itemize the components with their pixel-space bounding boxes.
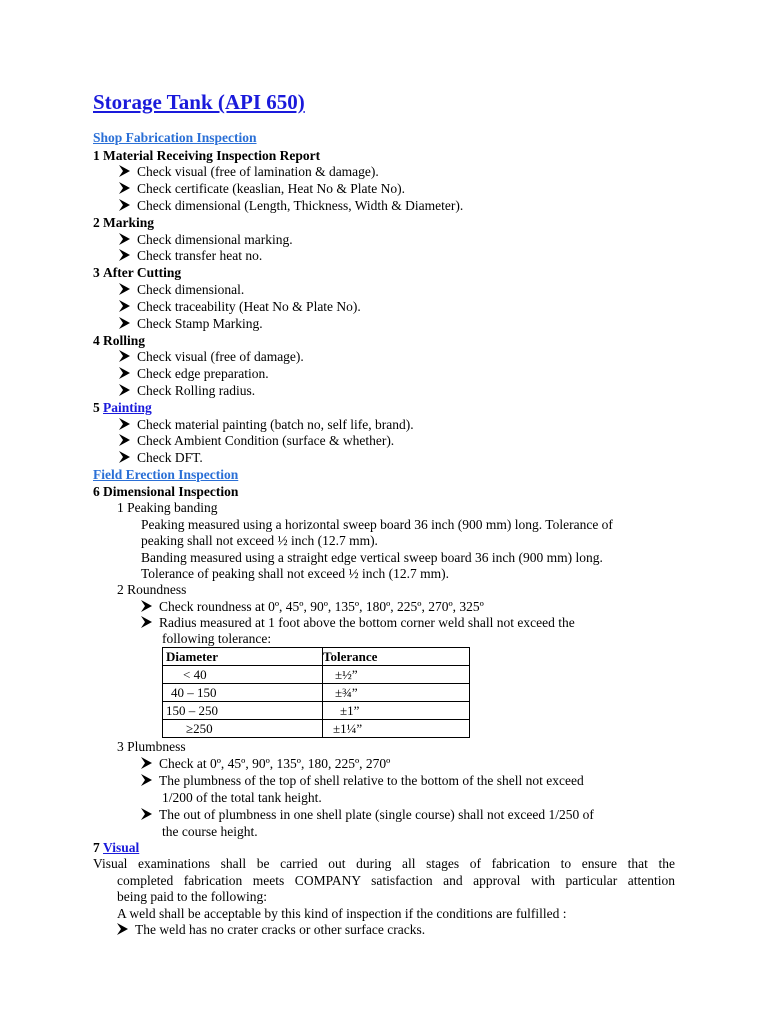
paragraph-line: A weld shall be acceptable by this kind of inspection if the conditions are fulfilled : — [117, 906, 567, 921]
list-item: Check edge preparation. — [119, 367, 269, 381]
arrow-bullet-icon — [119, 300, 137, 314]
item-number: 3 — [93, 265, 100, 280]
list-item: Check material painting (batch no, self life, brand). — [119, 418, 414, 432]
list-item: Check certificate (keaslian, Heat No & Plate No). — [119, 182, 405, 196]
arrow-bullet-icon — [119, 233, 137, 247]
arrow-bullet-icon — [117, 923, 135, 937]
list-item-continuation: 1/200 of the total tank height. — [162, 790, 322, 805]
table-cell: 40 – 150 — [163, 684, 323, 702]
item-number: 2 — [93, 215, 100, 230]
item-number: 6 — [93, 484, 100, 499]
painting-link[interactable]: Painting — [103, 400, 152, 415]
list-item: The weld has no crater cracks or other surface cracks. — [117, 923, 425, 937]
arrow-bullet-icon — [119, 434, 137, 448]
list-item: Check DFT. — [119, 451, 203, 465]
arrow-bullet-icon — [119, 182, 137, 196]
list-item-continuation: the course height. — [162, 824, 258, 839]
item-7-heading — [93, 841, 139, 855]
item-2-heading — [93, 216, 154, 230]
list-item: Radius measured at 1 foot above the bottom corner weld shall not exceed the — [141, 616, 575, 630]
table-cell: ±1¼” — [323, 720, 470, 738]
arrow-bullet-icon — [119, 350, 137, 364]
list-item: Check Ambient Condition (surface & whether). — [119, 434, 394, 448]
paragraph-line: Visual examinations shall be carried out during all stages of fabrication to ensure that the — [93, 856, 675, 871]
list-item: The plumbness of the top of shell relative to the bottom of the shell not exceed — [141, 774, 584, 788]
table-cell: < 40 — [163, 666, 323, 684]
arrow-bullet-icon — [141, 808, 159, 822]
item-4-heading — [93, 334, 145, 348]
paragraph-line: Tolerance of peaking shall not exceed ½ inch (12.7 mm). — [141, 566, 449, 581]
table-row — [163, 720, 470, 738]
item-6-heading — [93, 485, 238, 499]
table-cell: ±½” — [323, 666, 470, 684]
item-title: Marking — [103, 215, 155, 230]
item-title: Rolling — [103, 333, 146, 348]
list-item: Check visual (free of damage). — [119, 350, 304, 364]
table-cell: ±¾” — [323, 684, 470, 702]
list-item: Check transfer heat no. — [119, 249, 262, 263]
list-item: Check dimensional (Length, Thickness, Width & Diameter). — [119, 199, 463, 213]
arrow-bullet-icon — [119, 317, 137, 331]
list-item: Check at 0º, 45º, 90º, 135º, 180, 225º, 270º — [141, 757, 390, 771]
arrow-bullet-icon — [119, 418, 137, 432]
arrow-bullet-icon — [119, 249, 137, 263]
arrow-bullet-icon — [119, 283, 137, 297]
arrow-bullet-icon — [141, 616, 159, 630]
table-cell: 150 – 250 — [163, 702, 323, 720]
table-row — [163, 702, 470, 720]
item-3-heading — [93, 266, 181, 280]
list-item: Check roundness at 0º, 45º, 90º, 135º, 180º, 225º, 270º, 325º — [141, 600, 484, 614]
list-item: Check Rolling radius. — [119, 384, 255, 398]
arrow-bullet-icon — [141, 774, 159, 788]
subheading-peaking: 1 Peaking banding — [117, 500, 218, 515]
table-header-cell: Tolerance — [323, 648, 470, 666]
table-row — [163, 666, 470, 684]
arrow-bullet-icon — [119, 384, 137, 398]
arrow-bullet-icon — [119, 367, 137, 381]
arrow-bullet-icon — [141, 757, 159, 771]
list-item: Check dimensional. — [119, 283, 244, 297]
paragraph-line: completed fabrication meets COMPANY satisfaction and approval with particular attention — [117, 873, 675, 888]
item-title: Dimensional Inspection — [103, 484, 239, 499]
item-5-heading — [93, 401, 152, 415]
list-item: Check dimensional marking. — [119, 233, 293, 247]
table-header-row — [163, 648, 470, 666]
list-item-continuation: following tolerance: — [162, 631, 272, 646]
paragraph-line: Banding measured using a straight edge vertical sweep board 36 inch (900 mm) long. — [141, 550, 603, 565]
list-item: Check Stamp Marking. — [119, 317, 263, 331]
paragraph-line: Peaking measured using a horizontal sweep board 36 inch (900 mm) long. Tolerance of — [141, 517, 613, 532]
arrow-bullet-icon — [119, 451, 137, 465]
item-number: 1 — [93, 148, 100, 163]
paragraph-line: being paid to the following: — [117, 889, 267, 904]
arrow-bullet-icon — [119, 199, 137, 213]
visual-link[interactable]: Visual — [103, 840, 140, 855]
subheading-roundness: 2 Roundness — [117, 582, 187, 597]
item-1-heading — [93, 149, 320, 163]
arrow-bullet-icon — [119, 165, 137, 179]
subheading-plumbness: 3 Plumbness — [117, 739, 186, 754]
arrow-bullet-icon — [141, 600, 159, 614]
item-title: After Cutting — [103, 265, 182, 280]
table-cell: ±1” — [323, 702, 470, 720]
page-title: Storage Tank (API 650) — [93, 90, 305, 114]
table-header-cell: Diameter — [163, 648, 323, 666]
paragraph-line: peaking shall not exceed ½ inch (12.7 mm). — [141, 533, 378, 548]
list-item: The out of plumbness in one shell plate (single course) shall not exceed 1/250 of — [141, 808, 594, 822]
section-heading-field-erection[interactable]: Field Erection Inspection — [93, 467, 239, 482]
list-item: Check visual (free of lamination & damage). — [119, 165, 379, 179]
table-cell: ≥250 — [163, 720, 323, 738]
tolerance-table — [162, 647, 470, 738]
section-heading-shop-fabrication[interactable]: Shop Fabrication Inspection — [93, 130, 257, 145]
item-number: 5 — [93, 400, 100, 415]
item-title: Material Receiving Inspection Report — [103, 148, 321, 163]
item-number: 7 — [93, 840, 100, 855]
list-item: Check traceability (Heat No & Plate No). — [119, 300, 361, 314]
item-number: 4 — [93, 333, 100, 348]
table-row — [163, 684, 470, 702]
